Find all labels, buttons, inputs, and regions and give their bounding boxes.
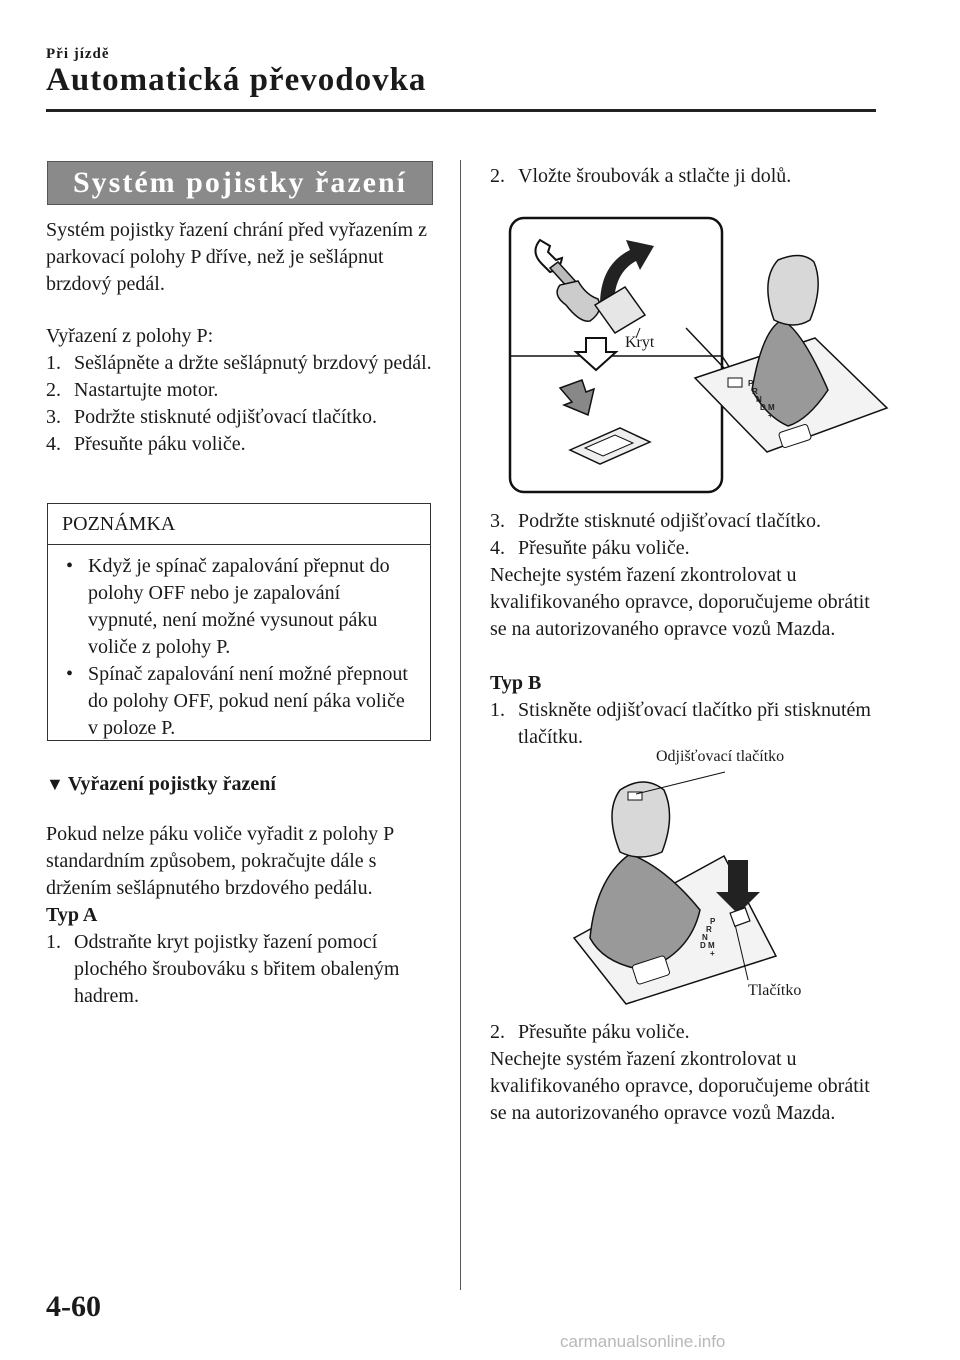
page-title: Automatická převodovka [46, 62, 427, 98]
type-b-step-2: 2. Přesuňte páku voliče. [490, 1021, 690, 1043]
list-item: 2. Nastartujte motor. [46, 379, 219, 401]
release-text: Pokud nelze páku voliče vyřadit z polohy P standardním způsobem, pokračujte dále s držením sešlápnutého brzdového pedálu. [46, 823, 394, 899]
svg-text:+: + [768, 411, 773, 420]
chapter-label: Při jízdě [46, 46, 110, 62]
triangle-marker-icon: ▼ [46, 774, 64, 794]
release-button-illustration [560, 748, 830, 1006]
figure-label-cover: Kryt [625, 334, 655, 351]
steps-list [46, 350, 436, 458]
list-item: 3. Podržte stisknuté odjišťovací tlačítko. [490, 510, 821, 532]
advice-type-a: Nechejte systém řazení zkontrolovat u kvalifikovaného opravce, doporučujeme obrátit se na autorizovaného opravce vozů Mazda. [490, 564, 870, 640]
figure-label-release-button: Odjišťovací tlačítko [656, 748, 785, 765]
intro-text: Systém pojistky řazení chrání před vyřazením z parkovací polohy P dříve, než je sešlápnut brzdový pedál. [46, 219, 427, 295]
svg-text:D: D [760, 403, 766, 412]
watermark: carmanualsonline.info [560, 1332, 726, 1351]
svg-text:N: N [702, 933, 708, 942]
page-number: 4-60 [46, 1290, 101, 1323]
svg-text:R: R [706, 925, 712, 934]
note-header: POZNÁMKA [48, 504, 430, 545]
note-box [47, 503, 431, 741]
section-title: Systém pojistky řazení [47, 161, 433, 205]
list-item: 4. Přesuňte páku voliče. [46, 433, 246, 455]
list-item: 3. Podržte stisknuté odjišťovací tlačítko. [46, 406, 377, 428]
note-item: • Spínač zapalování není možné přepnout do polohy OFF, pokud není páka voliče v poloze P. [66, 663, 408, 739]
note-item: • Když je spínač zapalování přepnut do polohy OFF nebo je zapalování vypnuté, není možné vysunout páku voliče z polohy P. [66, 555, 390, 658]
figure-label-button: Tlačítko [748, 982, 802, 999]
type-a-step-1: 1. Odstraňte kryt pojistky řazení pomocí plochého šroubováku s břitem obaleným hadrem. [46, 931, 400, 1007]
svg-text:+: + [710, 949, 715, 958]
steps-3-4 [490, 508, 880, 562]
type-a-label: Typ A [46, 904, 98, 926]
svg-text:M: M [708, 941, 715, 950]
column-divider [460, 160, 461, 1290]
gear-knob-icon [768, 255, 818, 325]
cover-removal-illustration [490, 210, 890, 500]
figure-release-button [560, 748, 830, 1006]
list-item: 1. Sešlápněte a držte sešlápnutý brzdový pedál. [46, 352, 432, 374]
type-b-step-1: 1. Stiskněte odjišťovací tlačítko při stisknutém tlačítku. [490, 699, 871, 748]
figure-cover-removal [490, 210, 890, 500]
subsection-heading: ▼ Vyřazení pojistky řazení [46, 773, 276, 795]
svg-text:R: R [752, 387, 758, 396]
title-rule [46, 109, 876, 112]
step-2: 2. Vložte šroubovák a stlačte ji dolů. [490, 165, 792, 187]
svg-text:M: M [768, 403, 775, 412]
svg-text:N: N [756, 395, 762, 404]
list-item: 4. Přesuňte páku voliče. [490, 537, 690, 559]
svg-text:D: D [700, 941, 706, 950]
shift-from-p-label: Vyřazení z polohy P: [46, 325, 214, 347]
advice-type-b: Nechejte systém řazení zkontrolovat u kvalifikovaného opravce, doporučujeme obrátit se na autorizovaného opravce vozů Mazda. [490, 1048, 870, 1124]
svg-text:P: P [710, 917, 716, 926]
svg-text:P: P [748, 379, 754, 388]
type-b-label: Typ B [490, 672, 542, 694]
